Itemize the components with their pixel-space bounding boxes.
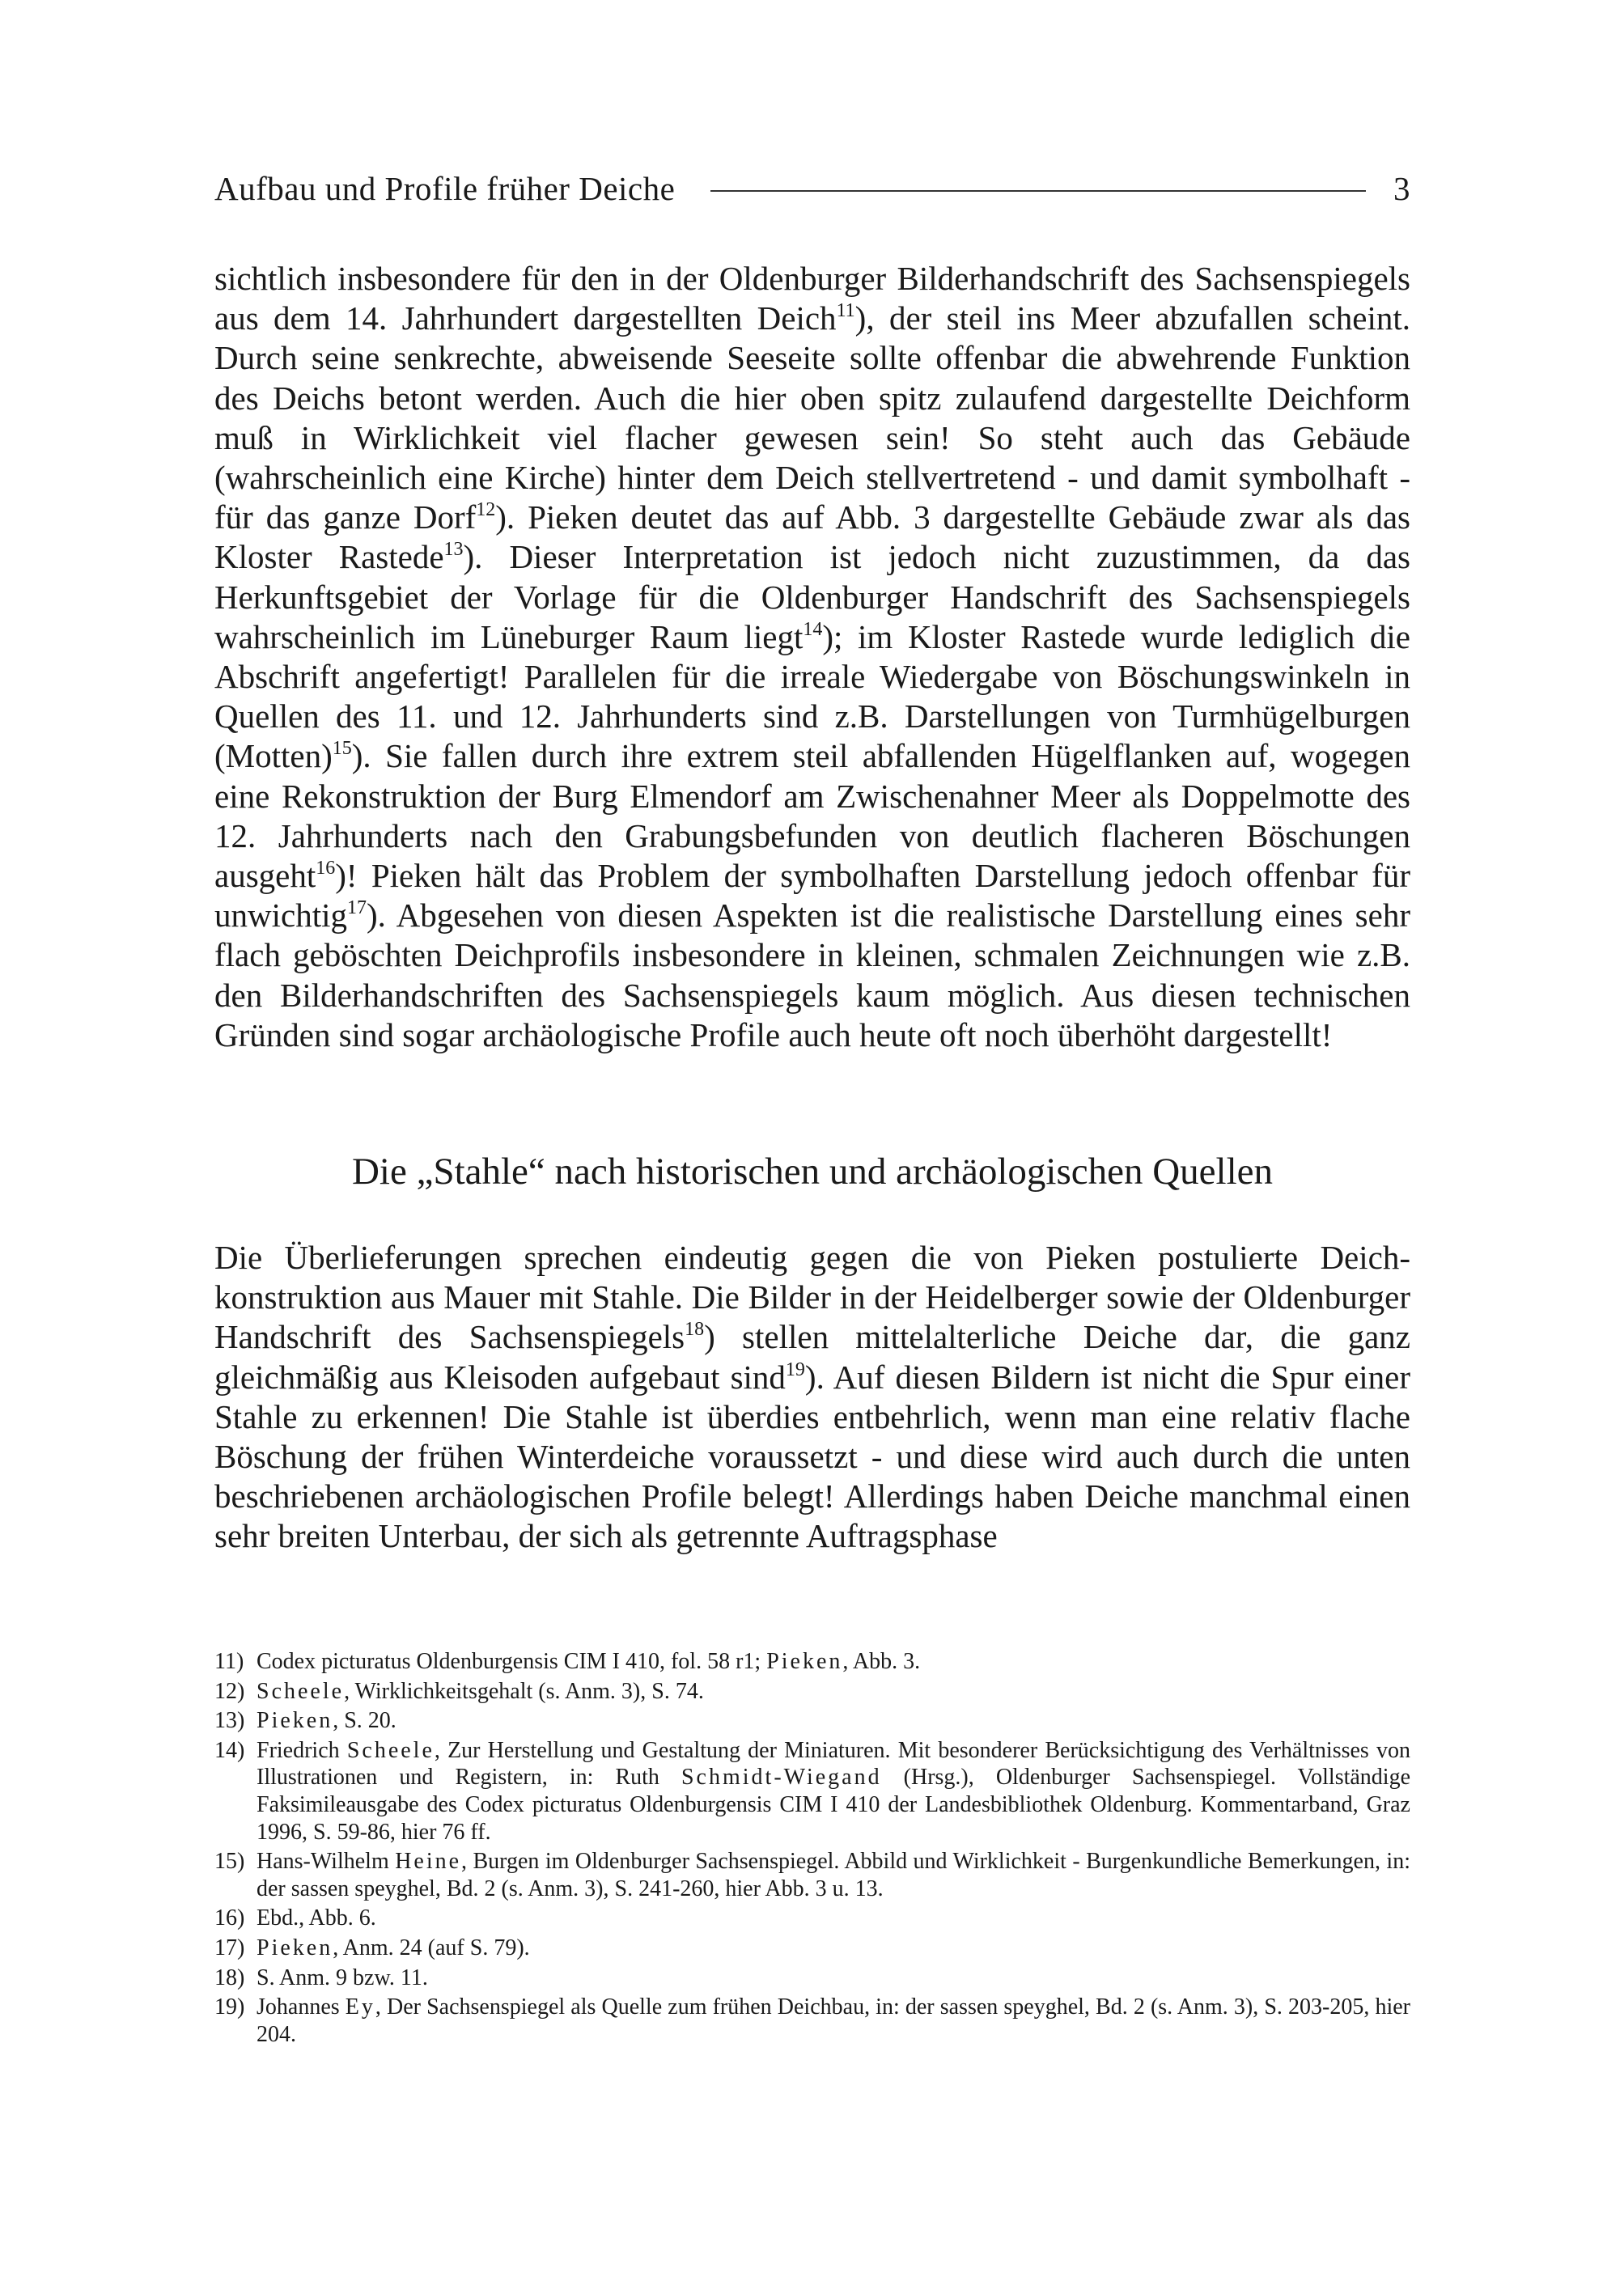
footnote-11 [214,1648,1410,1676]
footnote-text [257,1707,1410,1735]
text-run: Die Überlieferungen sprechen eindeutig gegen die von Pieken postulierte Deichkonstruktion aus Mauer mit Stahle. Die Bilder in der Heidelberger sowie der Oldenburger Handschrift des Sachsenspiegels [214,1239,1410,1356]
text-run: ). Abgesehen von diesen Aspekten ist die realistische Darstellung eines sehr flach geböschten Deichprofils insbesondere in kleinen, schmalen Zeichnungen wie z.B. den Bilderhandschriften des Sachsenspiegels kaum möglich. Aus diesen technischen Gründen sind sogar archäologische Profile auch heute oft noch überhöht dargestellt! [214,896,1410,1053]
footnote-ref-15: 15 [332,738,352,760]
author-name: Schmidt-Wiegand [681,1765,882,1791]
footnote-number: 19) [214,1994,245,2020]
paragraph-text [214,1238,1410,1557]
footnote-14 [214,1737,1410,1846]
header-rule [710,190,1366,192]
text-run: sichtlich insbesondere für den in der Oldenburger Bilderhandschrift des Sachsenspiegels aus dem 14. Jahrhundert dargestellten Deich [214,260,1410,337]
footnote-12 [214,1678,1410,1706]
footnote-text [257,1935,1410,1962]
text-run: Friedrich [257,1737,347,1763]
footnote-number: 14) [214,1737,245,1763]
footnote-text [257,1678,1410,1706]
text-run: S. Anm. 9 bzw. 11. [257,1965,428,1990]
text-run: Ebd., Abb. 6. [257,1905,376,1931]
text-run: , Abb. 3. [842,1649,921,1674]
footnote-ref-14: 14 [803,618,823,640]
footnote-18 [214,1965,1410,1992]
footnotes-list [214,1648,1410,2050]
text-run: , Anm. 24 (auf S. 79). [333,1935,530,1960]
text-run: ). Dieser Interpretation ist jedoch nicht zuzustimmen, da das Herkunftsgebiet der Vorlage für die Oldenburger Handschrift des Sachsenspiegels wahrscheinlich im Lüneburger Raum liegt [214,538,1410,655]
footnote-text [257,1965,1410,1992]
text-run: Johannes [257,1994,346,2020]
footnote-ref-13: 13 [443,539,464,561]
footnote-ref-17: 17 [346,897,367,919]
text-run: ). Auf diesen Bildern ist nicht die Spur einer Stahle zu erkennen! Die Stahle ist überdies entbehrlich, wenn man eine relativ flache Böschung der frühen Winterdeiche voraussetzt - und diese wird auch durch die unten beschriebenen archäologischen Profile belegt! Allerdings haben Deiche manchmal einen sehr breiten Unterbau, der sich als getrennte Auftragsphase [214,1358,1410,1555]
author-name: Ey [345,1994,375,2020]
text-run: ). Sie fallen durch ihre extrem steil abfallenden Hügelflanken auf, wogegen eine Rekonstruktion der Burg Elmendorf am Zwischenahner Meer als Doppelmotte des 12. Jahrhunderts nach den Grabungsbefunden von deutlich flacheren Böschungen ausgeht [214,737,1410,895]
text-run: Codex picturatus Oldenburgensis CIM I 410, fol. 58 r1; [257,1649,767,1674]
text-run: (Hrsg.), Oldenburger Sachsenspiegel. Vollständige Faksimileausgabe des Codex picturatus Oldenburgensis CIM I 410 der Landesbibliothek Oldenburg. Kommentarband, Graz 1996, S. 59-86, hier 76 ff. [257,1765,1411,1845]
body-paragraph-1 [214,259,1410,1055]
text-run: ). Pieken deutet das auf Abb. 3 dargestellte Gebäude zwar als das Kloster Rastede [214,498,1410,576]
footnote-text [257,1737,1410,1846]
footnote-17 [214,1935,1410,1962]
footnote-ref-11: 11 [836,300,855,322]
paragraph-text [214,259,1410,1055]
footnote-number: 16) [214,1905,245,1931]
text-run: )! Pieken hält das Problem der symbolhaften Darstellung jedoch offenbar für unwichtig [214,857,1410,935]
page-number: 3 [1393,170,1410,207]
author-name: Pieken [257,1708,333,1734]
text-run: ) stellen mittelalterliche Deiche dar, die ganz gleichmäßig aus Kleisoden aufgebaut sind [214,1318,1410,1396]
footnote-number: 13) [214,1708,245,1734]
footnote-number: 12) [214,1678,245,1704]
footnote-15 [214,1848,1410,1902]
author-name: Scheele [257,1678,345,1704]
text-run: ); im Kloster Rastede wurde lediglich die Abschrift angefertigt! Parallelen für die irreale Wiedergabe von Böschungswinkeln in Quellen des 11. und 12. Jahrhunderts sind z.B. Darstellungen von Turmhügelburgen (Motten) [214,617,1410,775]
footnote-text [257,1905,1410,1932]
text-run: , Burgen im Oldenburger Sachsenspiegel. Abbild und Wirklichkeit - Burgenkundliche Bemerkungen, in: der sassen speyghel, Bd. 2 (s. Anm. 3), S. 241-260, hier Abb. 3 u. 13. [257,1849,1410,1901]
author-name: Scheele [346,1737,435,1763]
section-heading: Die „Stahle“ nach historischen und archäologischen Quellen [351,1151,1274,1193]
footnote-ref-12: 12 [476,499,496,521]
footnote-ref-19: 19 [785,1358,805,1380]
footnote-text [257,1994,1410,2048]
text-run: , S. 20. [333,1708,396,1734]
footnote-ref-16: 16 [316,858,336,879]
footnote-text [257,1648,1410,1676]
footnote-19 [214,1994,1410,2048]
text-run: ), der steil ins Meer abzufallen scheint. Durch seine senkrechte, abweisende Seeseite sollte offenbar die abwehrende Funktion des Deichs betont werden. Auch die hier oben spitz zulaufend dargestellte Deichform muß in Wirklichkeit viel flacher gewesen sein! So steht auch das Gebäude (wahrscheinlich eine Kirche) hinter dem Deich stellvertretend - und damit symbolhaft - für das ganze Dorf [214,299,1410,536]
text-run: , Der Sachsenspiegel als Quelle zum frühen Deichbau, in: der sassen speyghel, Bd. 2 (s. Anm. 3), S. 203-205, hier 204. [257,1994,1410,2047]
author-name: Heine [395,1849,462,1875]
running-title: Aufbau und Profile früher Deiche [214,170,676,207]
footnote-number: 18) [214,1965,245,1990]
footnote-text [257,1848,1410,1902]
text-run: , Wirklichkeitsgehalt (s. Anm. 3), S. 74. [344,1678,704,1704]
running-header [214,166,1410,211]
footnote-number: 11) [214,1649,244,1674]
footnote-number: 15) [214,1849,245,1875]
footnote-number: 17) [214,1935,245,1960]
text-run: , Zur Herstellung und Gestaltung der Miniaturen. Mit besonderer Berücksichtigung des Verhältnisses von Illustrationen und Registern, in: Ruth [257,1737,1410,1791]
footnote-13 [214,1707,1410,1735]
author-name: Pieken [766,1649,843,1674]
body-paragraph-2 [214,1238,1410,1557]
author-name: Pieken [257,1935,333,1960]
text-run: Hans-Wilhelm [257,1849,396,1875]
footnote-16 [214,1905,1410,1932]
footnote-ref-18: 18 [685,1319,705,1341]
